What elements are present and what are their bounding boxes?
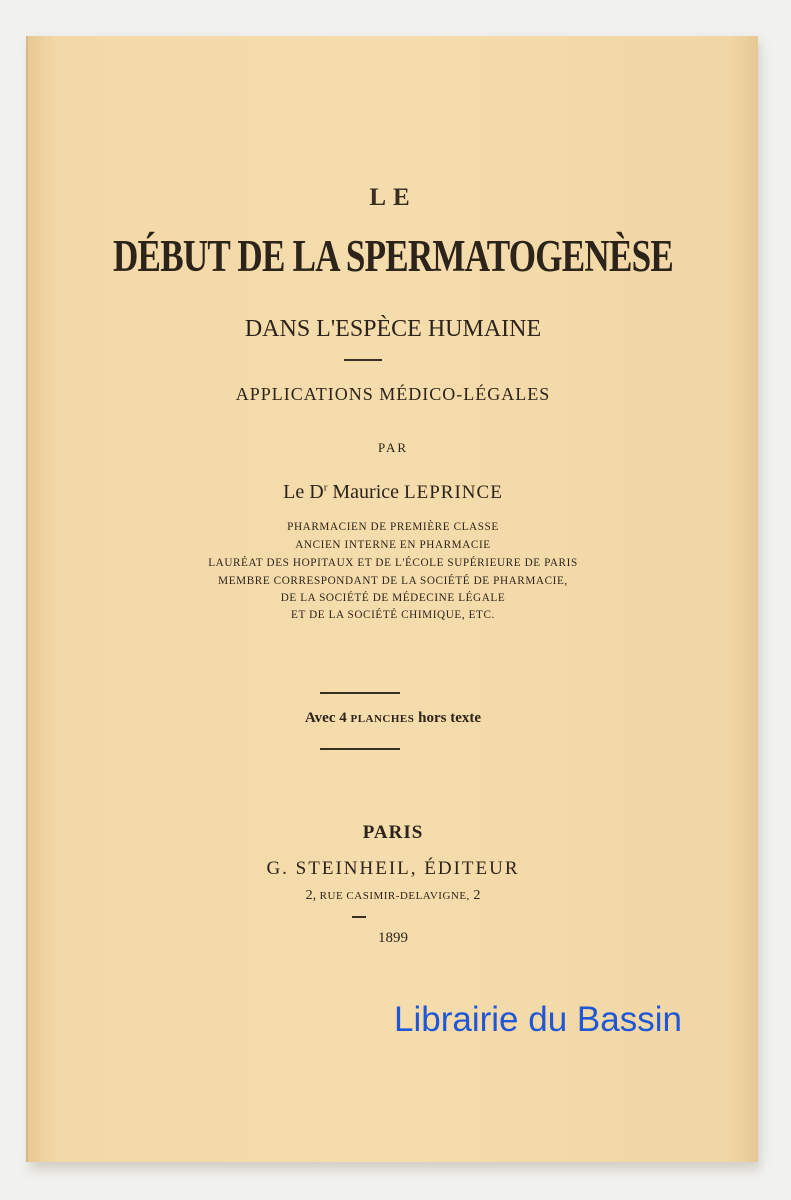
credential-line: LAURÉAT DES HOPITAUX ET DE L'ÉCOLE SUPÉRIEURE DE PARIS bbox=[208, 557, 578, 569]
plates-suffix: hors texte bbox=[418, 710, 482, 726]
divider-rule bbox=[344, 359, 382, 361]
divider-rule bbox=[320, 748, 400, 750]
publisher: G. STEINHEIL, ÉDITEUR bbox=[266, 858, 520, 879]
plates-note bbox=[28, 710, 758, 727]
title-article: LE bbox=[369, 184, 417, 211]
book-title-page bbox=[26, 36, 758, 1162]
plates-prefix: Avec 4 bbox=[304, 710, 347, 726]
bookseller-watermark: Librairie du Bassin bbox=[394, 1000, 682, 1039]
publication-city: PARIS bbox=[362, 822, 424, 843]
author-name bbox=[28, 481, 758, 504]
subtitle: DANS L'ESPÈCE HUMAINE bbox=[244, 316, 542, 342]
credential-line: PHARMACIEN DE PREMIÈRE CLASSE bbox=[287, 521, 499, 533]
author-last-name: LEPRINCE bbox=[404, 482, 503, 503]
credential-line: MEMBRE CORRESPONDANT DE LA SOCIÉTÉ DE PHARMACIE, bbox=[218, 575, 568, 587]
address-number: 2 bbox=[473, 888, 481, 903]
publication-year: 1899 bbox=[378, 930, 408, 946]
main-title: DÉBUT DE LA SPERMATOGENÈSE bbox=[112, 231, 673, 281]
address-street: RUE CASIMIR-DELAVIGNE, bbox=[319, 890, 470, 902]
divider-rule bbox=[320, 692, 400, 694]
credential-line: ANCIEN INTERNE EN PHARMACIE bbox=[295, 539, 491, 551]
applications-line: APPLICATIONS MÉDICO-LÉGALES bbox=[235, 384, 551, 404]
author-first-name: Maurice bbox=[332, 481, 400, 503]
plates-word: PLANCHES bbox=[350, 713, 415, 725]
address-number: 2, bbox=[305, 888, 317, 903]
author-prefix-sup: r bbox=[323, 481, 328, 494]
credential-line: ET DE LA SOCIÉTÉ CHIMIQUE, ETC. bbox=[291, 609, 495, 621]
divider-rule bbox=[352, 916, 366, 918]
by-line: PAR bbox=[377, 440, 409, 455]
credential-line: DE LA SOCIÉTÉ DE MÉDECINE LÉGALE bbox=[280, 592, 506, 604]
author-prefix: Le D bbox=[283, 481, 324, 503]
publisher-address bbox=[28, 888, 758, 904]
